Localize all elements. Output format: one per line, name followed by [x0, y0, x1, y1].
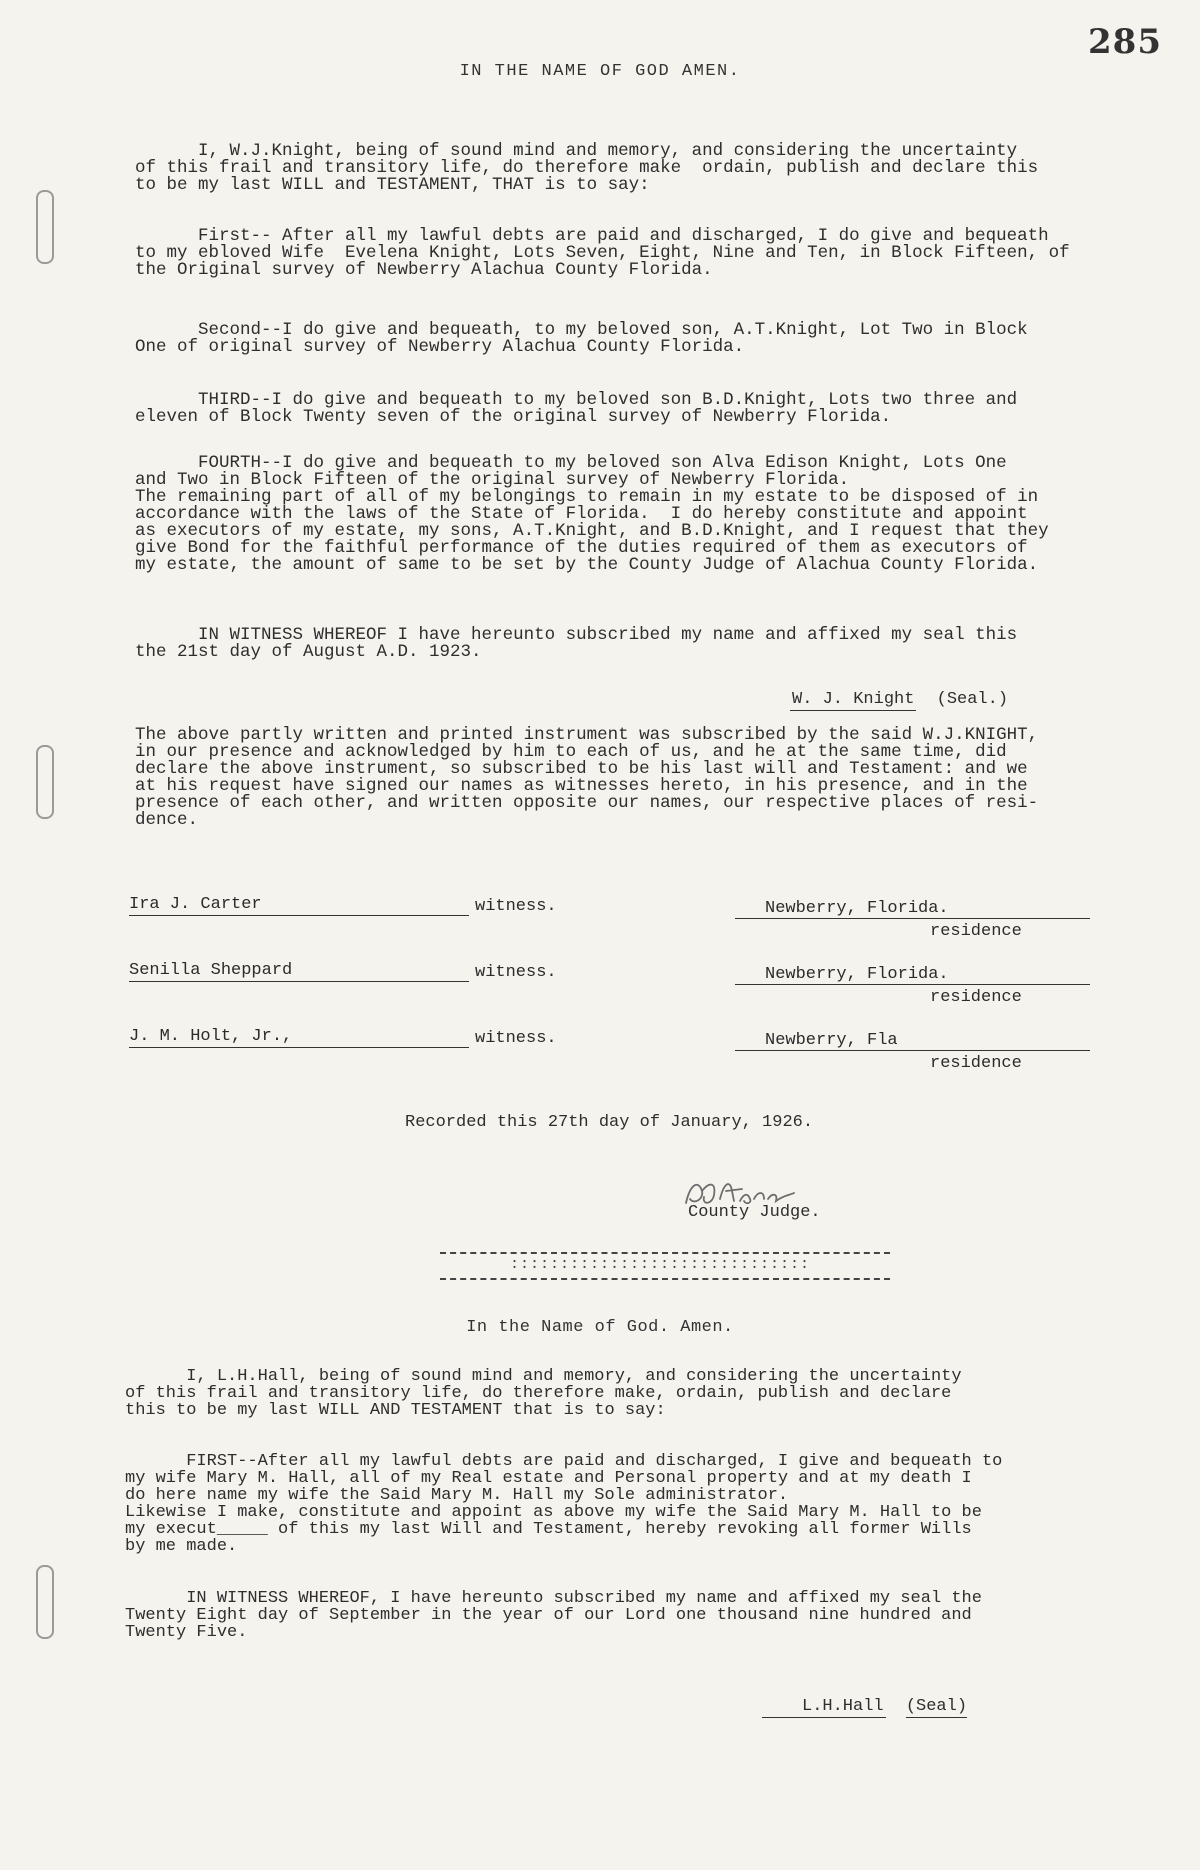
- will1-second: Second--I do give and bequeath, to my beloved son, A.T.Knight, Lot Two in Block One of original survey of Newberry Alachua County Florida.: [135, 320, 1028, 357]
- residence-label: residence: [930, 988, 1022, 1007]
- will1-heading: IN THE NAME OF GOD AMEN.: [459, 62, 741, 81]
- judge-title: County Judge.: [688, 1203, 821, 1222]
- will2-intro: I, L.H.Hall, being of sound mind and memory, and considering the uncertainty of this frail and transitory life, do therefore make, ordain, publish and declare this to be my last WILL AND TESTAMENT that is to say:: [125, 1367, 962, 1420]
- will1-third: THIRD--I do give and bequeath to my beloved son B.D.Knight, Lots two three and eleven of Block Twenty seven of the original survey of Newberry Florida.: [135, 390, 1018, 427]
- will2-signature-block: [762, 1697, 967, 1716]
- witness-name: Ira J. Carter: [129, 895, 469, 916]
- witness-label: witness.: [475, 897, 557, 916]
- punch-hole: [36, 190, 54, 264]
- page-number: 285: [1088, 22, 1162, 62]
- separator-line: [440, 1278, 890, 1280]
- will1-intro: I, W.J.Knight, being of sound mind and memory, and considering the uncertainty of this frail and transitory life, do therefore make ordain, publish and declare this to be my last WILL and TESTAMENT, THAT is to say:: [135, 141, 1039, 195]
- will1-first: First-- After all my lawful debts are paid and discharged, I do give and bequeath to my ebloved Wife Evelena Knight, Lots Seven, Eight, Nine and Ten, in Block Fifteen, of the Original survey of Newberry Alachua County Florida.: [135, 226, 1070, 280]
- witness-residence: Newberry, Fla: [735, 1031, 1090, 1051]
- separator-line: [440, 1252, 890, 1254]
- witness-row: [125, 1027, 1085, 1077]
- residence-label: residence: [930, 922, 1022, 941]
- witness-label: witness.: [475, 963, 557, 982]
- will2-heading: In the Name of God. Amen.: [466, 1318, 734, 1337]
- testator-signature: L.H.Hall: [762, 1697, 886, 1718]
- seal-label: (Seal): [905, 1697, 968, 1716]
- witness-name: Senilla Sheppard: [129, 961, 469, 982]
- attestation-clause: The above partly written and printed instrument was subscribed by the said W.J.KNIGHT, in our presence and acknowledged by him to each of us, and he at the same time, did declare the above instrument, so subscribed to be his last will and Testament: and we at his request have signed our names as witnesses hereto, in his presence, and in the presence of each other, and written opposite our names, our respective places of resi- dence.: [135, 725, 1039, 830]
- witness-residence: Newberry, Florida.: [735, 965, 1090, 985]
- punch-hole: [36, 745, 54, 819]
- witness-row: [125, 961, 1085, 1011]
- will1-witness-clause: IN WITNESS WHEREOF I have hereunto subscribed my name and affixed my seal this the 21st day of August A.D. 1923.: [135, 625, 1018, 662]
- witness-residence: Newberry, Florida.: [735, 899, 1090, 919]
- witness-label: witness.: [475, 1029, 557, 1048]
- testator-signature: W. J. Knight: [792, 690, 915, 709]
- seal-label: (Seal.): [936, 690, 1009, 709]
- punch-hole: [36, 1565, 54, 1639]
- will1-fourth: FOURTH--I do give and bequeath to my beloved son Alva Edison Knight, Lots One and Two in Block Fifteen of the original survey of Newberry Florida. The remaining part of all of my belongings to remain in my estate to be disposed of in accordance with the laws of the State of Florida. I do hereby constitute and appoint as executors of my estate, my sons, A.T.Knight, and B.D.Knight, and I request that they give Bond for the faithful performance of the duties required of them as executors of my estate, the amount of same to be set by the County Judge of Alachua County Florida.: [135, 453, 1049, 575]
- witness-row: [125, 895, 1085, 945]
- will1-signature-block: [790, 690, 1008, 709]
- residence-label: residence: [930, 1054, 1022, 1073]
- witness-name: J. M. Holt, Jr.,: [129, 1027, 469, 1048]
- separator-dots: ::::::::::::::::::::::::::::::: [510, 1256, 811, 1273]
- will2-witness-clause: IN WITNESS WHEREOF, I have hereunto subscribed my name and affixed my seal the Twenty Eight day of September in the year of our Lord one thousand nine hundred and Twenty Five.: [125, 1589, 982, 1642]
- will2-first: FIRST--After all my lawful debts are paid and discharged, I give and bequeath to my wife Mary M. Hall, all of my Real estate and Personal property and at my death I do here name my wife the Said Mary M. Hall my Sole administrator. Likewise I make, constitute and appoint as above my wife the Said Mary M. Hall to be my execut_____ of this my last Will and Testament, hereby revoking all former Wills by me made.: [125, 1452, 1003, 1556]
- recorded-line: Recorded this 27th day of January, 1926.: [405, 1113, 814, 1132]
